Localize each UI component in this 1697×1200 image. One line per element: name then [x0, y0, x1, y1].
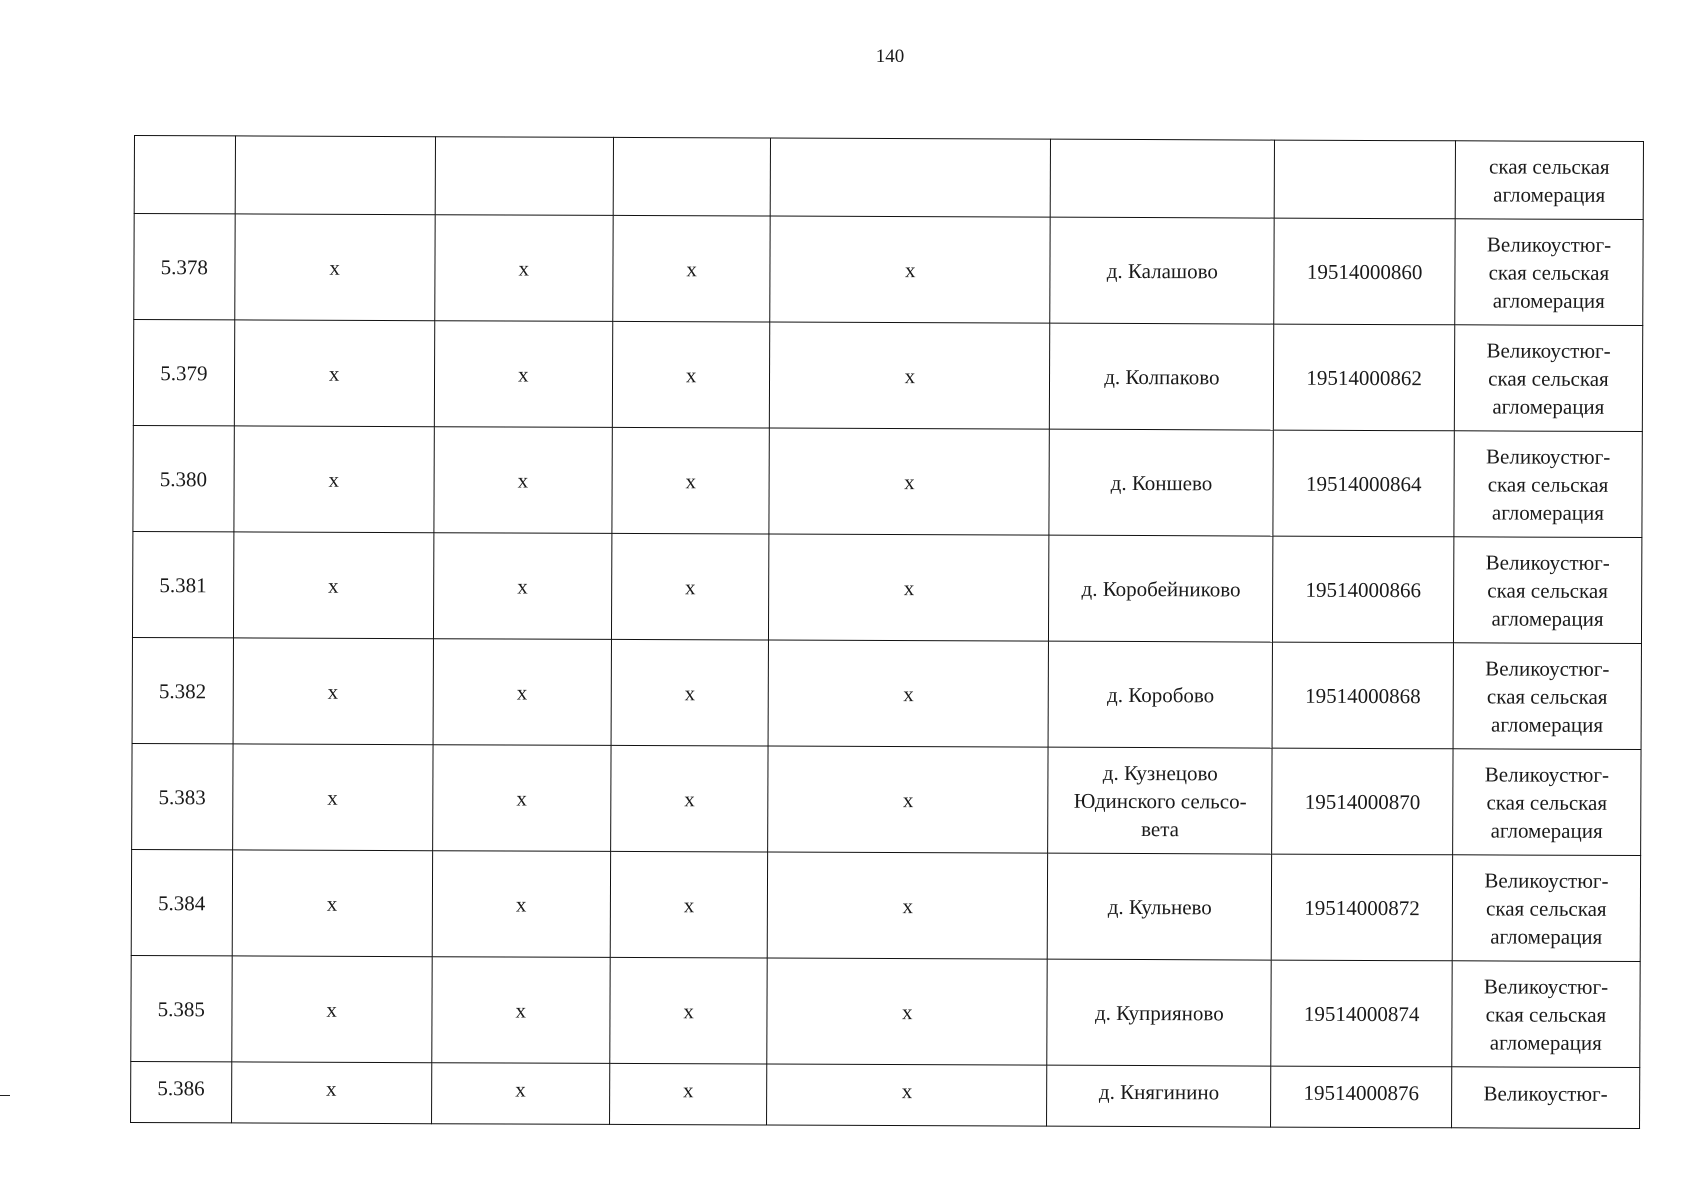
- table-row: [132, 743, 1641, 855]
- cell-col3: х: [432, 745, 611, 852]
- table-row: [133, 320, 1642, 432]
- agglomeration-line: Великоустюг-: [1485, 549, 1610, 575]
- cell-settlement: [1050, 139, 1274, 218]
- cell-settlement: [1048, 641, 1273, 748]
- cell-num: 5.385: [131, 955, 232, 1061]
- cell-code: 19514000876: [1271, 1066, 1452, 1128]
- edge-mark: [0, 1095, 10, 1096]
- agglomeration-line: агломерация: [1493, 181, 1606, 207]
- agglomeration-line: Великоустюг-: [1486, 443, 1611, 469]
- settlement-line: вета: [1141, 816, 1180, 841]
- agglomeration-line: ская сельская: [1486, 683, 1608, 709]
- cell-col4: х: [610, 957, 768, 1064]
- agglomeration-line: Великоустюг-: [1486, 337, 1611, 363]
- agglomeration-line: Великоустюг-: [1484, 761, 1610, 787]
- cell-col5: х: [769, 534, 1049, 641]
- cell-settlement: [1047, 959, 1272, 1066]
- settlement-line: д. Княгинино: [1098, 1079, 1220, 1105]
- settlement-line: д. Коншево: [1110, 470, 1213, 495]
- cell-num: 5.384: [131, 849, 232, 955]
- cell-col4: х: [612, 427, 770, 534]
- cell-settlement: [1047, 1065, 1271, 1127]
- cell-num: 5.378: [134, 214, 235, 320]
- document-sheet: [130, 135, 1644, 1129]
- cell-agglomeration: [1453, 537, 1642, 644]
- cell-col3: х: [433, 533, 612, 640]
- cell-col2: [235, 136, 435, 215]
- cell-col3: х: [433, 639, 612, 746]
- cell-col5: х: [768, 640, 1048, 747]
- cell-col4: х: [611, 533, 769, 640]
- cell-col2: х: [231, 1062, 431, 1124]
- agglomeration-line: агломерация: [1490, 923, 1603, 949]
- cell-code: [1275, 140, 1456, 219]
- table-row: [132, 637, 1641, 749]
- cell-col5: х: [767, 958, 1047, 1065]
- agglomeration-line: Великоустюг-: [1484, 867, 1609, 893]
- agglomeration-line: ская сельская: [1488, 365, 1609, 391]
- agglomeration-line: ская сельская: [1488, 153, 1610, 179]
- settlement-line: д. Кузнецово: [1102, 760, 1218, 785]
- table-row: [131, 849, 1640, 961]
- cell-agglomeration: [1455, 141, 1643, 220]
- settlements-table: [130, 135, 1644, 1129]
- agglomeration-line: агломерация: [1491, 605, 1604, 631]
- cell-col4: х: [610, 851, 768, 958]
- agglomeration-line: агломерация: [1491, 499, 1604, 525]
- cell-col3: х: [434, 321, 613, 428]
- cell-agglomeration: [1452, 855, 1641, 962]
- cell-code: 19514000872: [1272, 854, 1453, 961]
- cell-col2: х: [234, 320, 435, 427]
- cell-col3: х: [434, 215, 613, 322]
- cell-settlement: [1050, 217, 1275, 324]
- agglomeration-line: Великоустюг-: [1486, 231, 1612, 257]
- cell-col3: [435, 137, 614, 216]
- cell-code: 19514000870: [1272, 748, 1453, 855]
- cell-code: 19514000868: [1273, 642, 1454, 749]
- cell-num: [134, 136, 235, 214]
- cell-col5: х: [767, 1064, 1047, 1126]
- cell-num: 5.383: [132, 743, 233, 849]
- cell-code: 19514000862: [1274, 324, 1455, 431]
- agglomeration-line: ская сельская: [1486, 789, 1608, 815]
- cell-num: 5.379: [133, 320, 234, 426]
- cell-agglomeration: [1452, 749, 1641, 856]
- cell-col4: х: [609, 1063, 767, 1125]
- agglomeration-line: агломерация: [1491, 711, 1604, 737]
- cell-code: 19514000866: [1273, 536, 1454, 643]
- agglomeration-line: ская сельская: [1485, 1001, 1607, 1027]
- cell-col4: х: [611, 639, 769, 746]
- table-body: [131, 136, 1644, 1129]
- table-row: [132, 531, 1641, 643]
- agglomeration-line: агломерация: [1489, 1029, 1602, 1055]
- cell-col2: х: [233, 638, 434, 745]
- cell-col2: х: [232, 850, 433, 957]
- cell-settlement: [1047, 853, 1272, 960]
- page-number: 140: [875, 46, 905, 67]
- settlement-line: д. Коробейниково: [1081, 576, 1241, 601]
- cell-agglomeration: [1454, 325, 1643, 432]
- cell-code: 19514000864: [1273, 430, 1454, 537]
- cell-col5: х: [768, 852, 1048, 959]
- cell-col2: х: [231, 956, 432, 1063]
- cell-col2: х: [234, 214, 435, 321]
- cell-col5: х: [770, 322, 1050, 429]
- agglomeration-line: агломерация: [1490, 817, 1603, 843]
- agglomeration-line: ская сельская: [1487, 471, 1609, 497]
- cell-num: 5.386: [131, 1061, 232, 1122]
- table-row: [133, 425, 1642, 537]
- cell-agglomeration: [1451, 1067, 1639, 1129]
- settlement-line: д. Куприяново: [1094, 1000, 1224, 1025]
- cell-col3: х: [432, 851, 611, 958]
- cell-settlement: [1050, 323, 1275, 430]
- agglomeration-line: ская сельская: [1487, 577, 1608, 603]
- agglomeration-line: агломерация: [1492, 287, 1605, 313]
- agglomeration-line: Великоустюг-: [1485, 655, 1610, 681]
- cell-col4: х: [612, 321, 770, 428]
- cell-col5: х: [770, 216, 1050, 323]
- settlement-line: д. Колпаково: [1104, 364, 1220, 389]
- cell-col4: [613, 137, 771, 216]
- cell-col5: [771, 138, 1051, 217]
- agglomeration-line: Великоустюг-: [1483, 1081, 1608, 1106]
- agglomeration-line: агломерация: [1492, 393, 1605, 419]
- cell-num: 5.381: [132, 531, 233, 637]
- cell-col2: х: [232, 744, 433, 851]
- cell-col3: х: [431, 1063, 609, 1125]
- cell-col2: х: [233, 532, 434, 639]
- cell-col2: х: [234, 426, 435, 533]
- table-row: [131, 1061, 1640, 1128]
- cell-settlement: [1049, 535, 1274, 642]
- settlement-line: Юдинского сельсо-: [1073, 788, 1247, 813]
- table-row: [134, 214, 1643, 326]
- agglomeration-line: ская сельская: [1486, 895, 1607, 921]
- cell-col3: х: [431, 957, 610, 1064]
- agglomeration-line: Великоустюг-: [1483, 973, 1609, 999]
- settlement-line: д. Коробово: [1107, 682, 1215, 707]
- cell-agglomeration: [1452, 961, 1641, 1068]
- cell-col5: х: [768, 746, 1048, 853]
- cell-col5: х: [769, 428, 1049, 535]
- cell-agglomeration: [1454, 431, 1643, 538]
- settlement-line: д. Кульнево: [1107, 894, 1212, 919]
- table-row: [131, 955, 1640, 1067]
- cell-settlement: [1049, 429, 1274, 536]
- cell-col3: х: [434, 427, 613, 534]
- cell-settlement: [1048, 747, 1273, 854]
- agglomeration-line: ская сельская: [1488, 259, 1610, 285]
- settlement-line: д. Калашово: [1106, 258, 1218, 283]
- cell-agglomeration: [1453, 643, 1642, 750]
- cell-col4: х: [611, 745, 769, 852]
- cell-code: 19514000860: [1274, 218, 1455, 325]
- continuation-row: [134, 136, 1643, 220]
- cell-agglomeration: [1455, 219, 1644, 326]
- cell-col4: х: [613, 215, 771, 322]
- cell-num: 5.380: [133, 425, 234, 531]
- cell-code: 19514000874: [1271, 960, 1452, 1067]
- cell-num: 5.382: [132, 637, 233, 743]
